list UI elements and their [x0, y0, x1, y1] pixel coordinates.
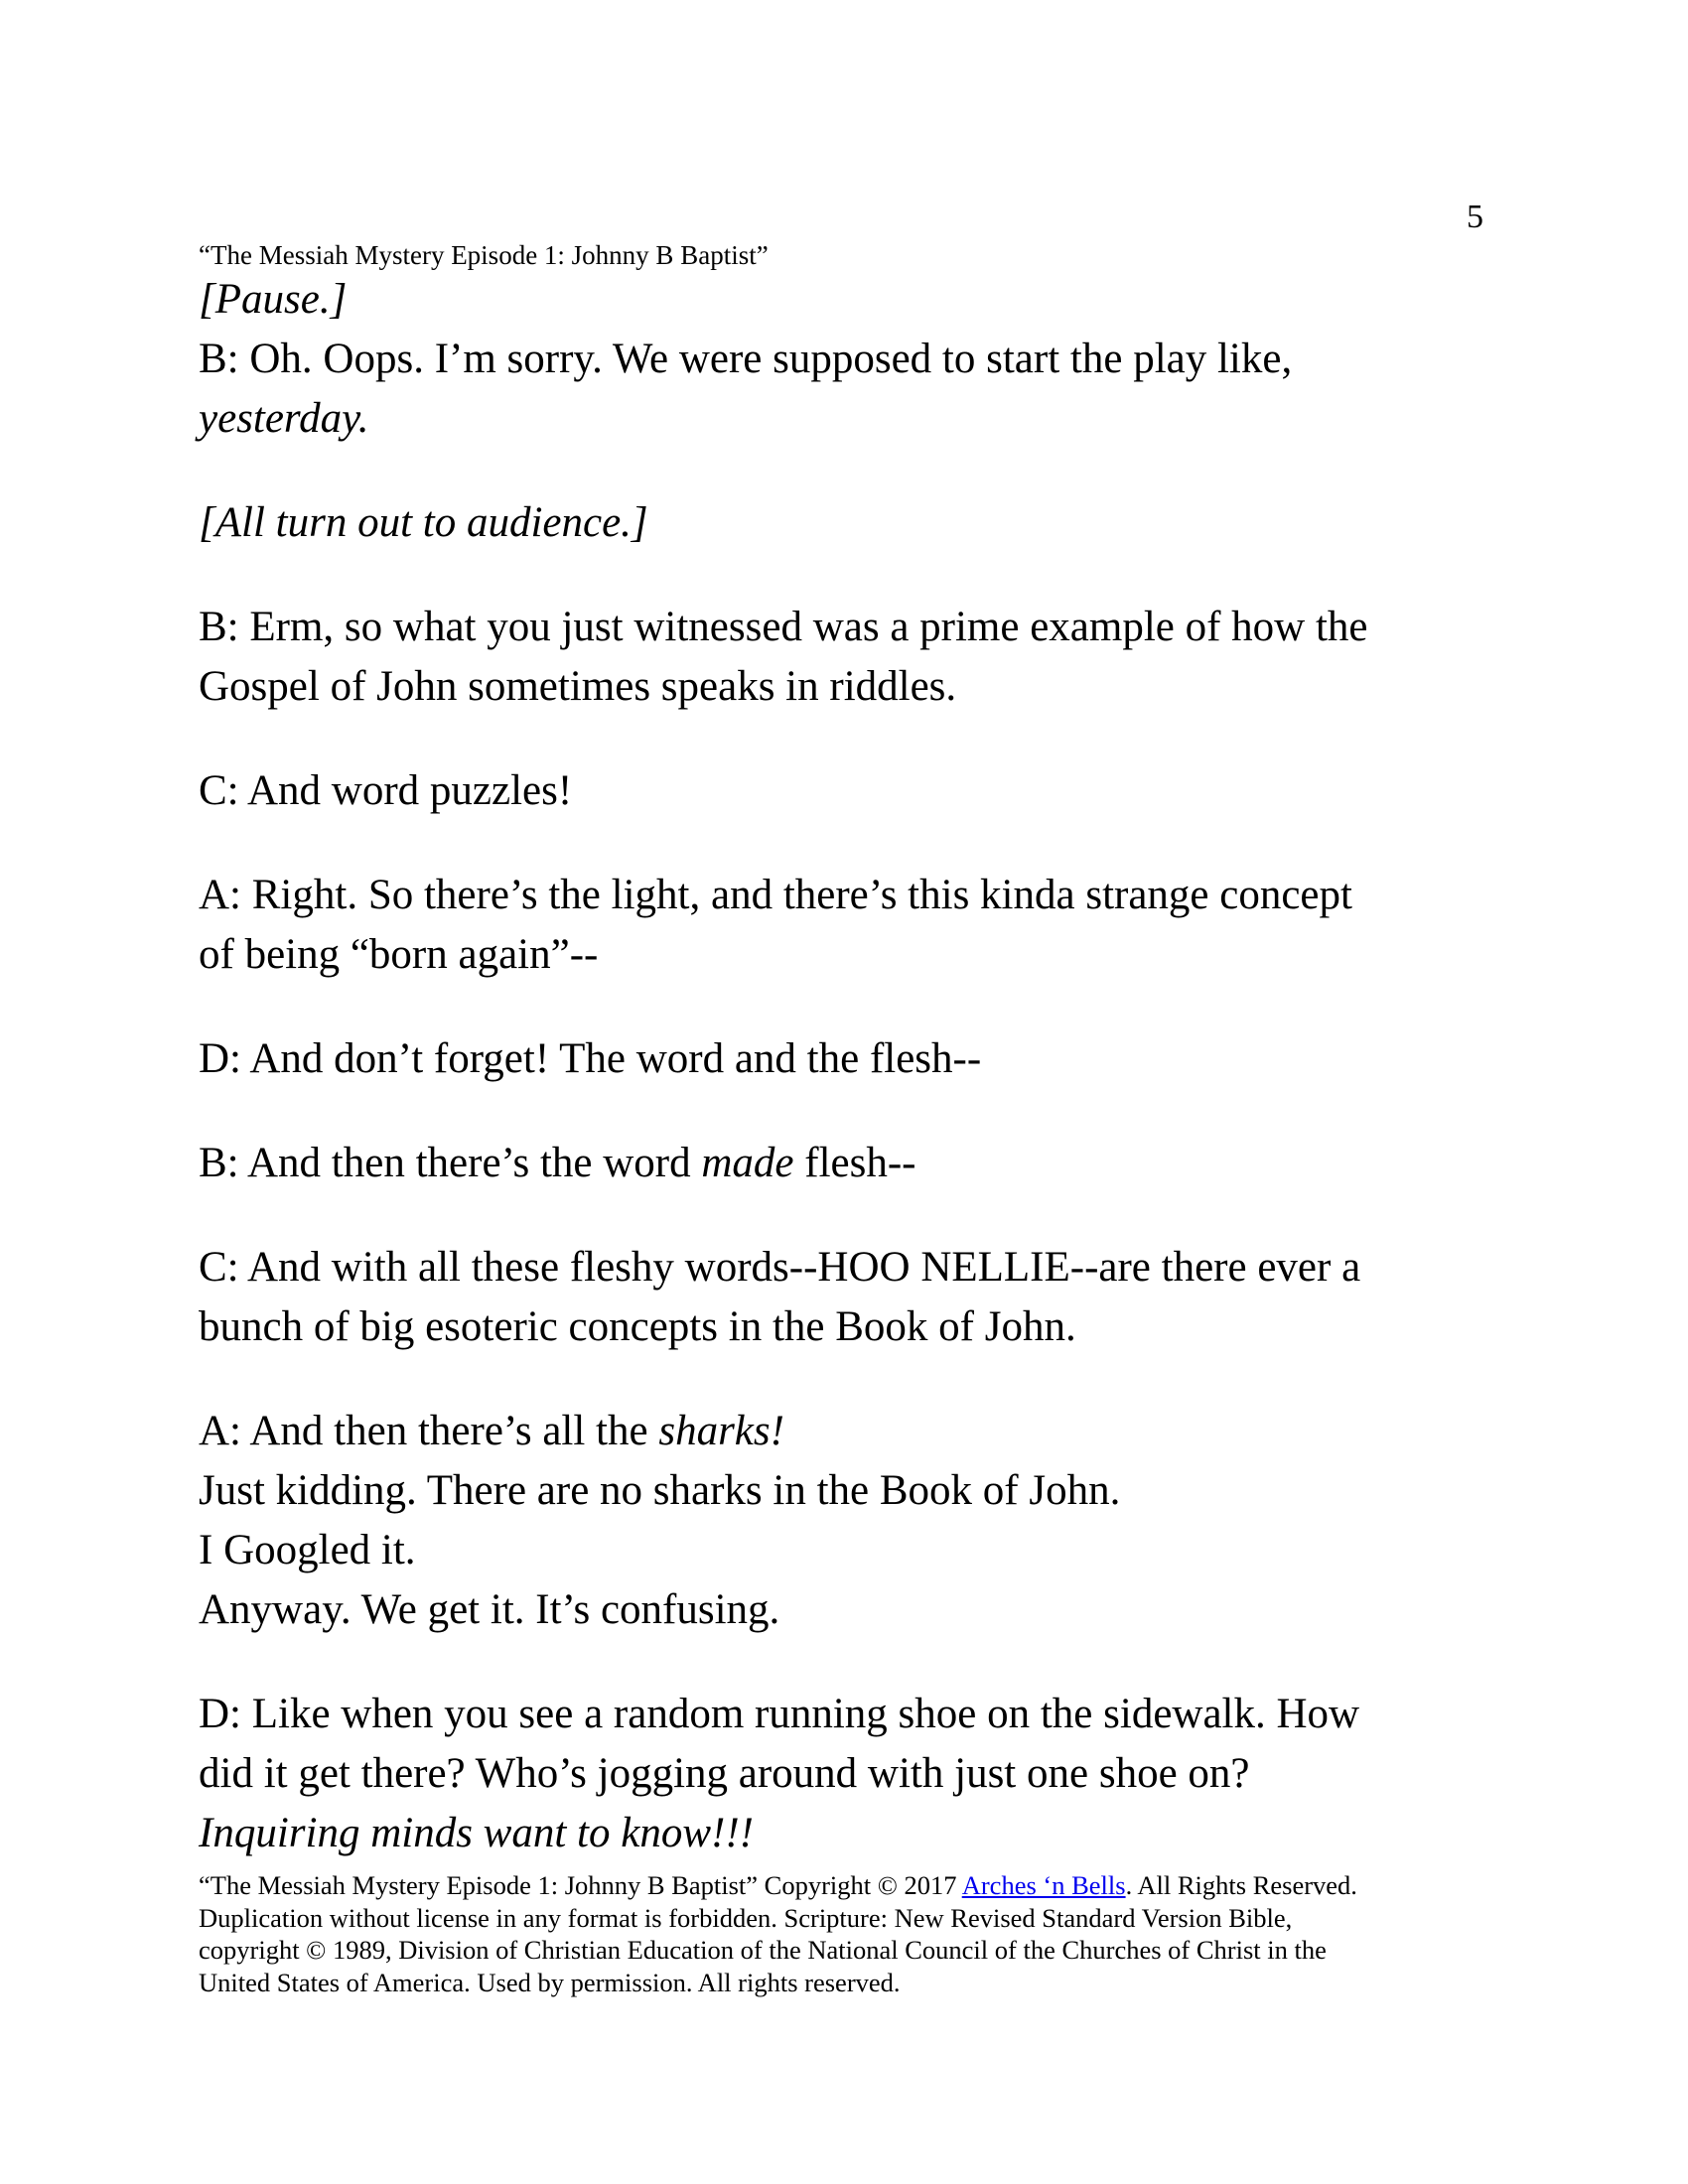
dialogue-d-line: D: And don’t forget! The word and the flesh--: [199, 1035, 982, 1082]
spacer: [199, 553, 1499, 598]
dialogue-c-line: bunch of big esoteric concepts in the Book of John.: [199, 1303, 1076, 1350]
dialogue-a-line: I Googled it.: [199, 1527, 416, 1573]
spacer: [199, 1357, 1499, 1402]
text-run: B: And then there’s the word: [199, 1140, 702, 1186]
script-body: [199, 270, 1499, 1863]
dialogue-b-line: yesterday.: [199, 395, 369, 442]
dialogue-b-line: Gospel of John sometimes speaks in riddles.: [199, 663, 957, 710]
spacer: [199, 1640, 1499, 1685]
dialogue-c-line: C: And word puzzles!: [199, 767, 573, 814]
spacer: [199, 449, 1499, 493]
dialogue-a-line: Just kidding. There are no sharks in the Book of John.: [199, 1467, 1121, 1514]
page-number: 5: [1467, 199, 1483, 235]
emphasis-text: sharks!: [658, 1408, 784, 1454]
dialogue-b-line: B: Erm, so what you just witnessed was a prime example of how the: [199, 604, 1368, 650]
spacer: [199, 717, 1499, 761]
running-header-title: “The Messiah Mystery Episode 1: Johnny B Baptist”: [199, 240, 769, 270]
stage-direction-pause: [Pause.]: [199, 276, 348, 323]
footer-line: [199, 1869, 1499, 1902]
dialogue-b-line: [199, 1134, 1499, 1193]
text-run: “The Messiah Mystery Episode 1: Johnny B Baptist” Copyright © 2017: [199, 1870, 962, 1900]
text-run: flesh--: [793, 1140, 916, 1186]
spacer: [199, 821, 1499, 866]
text-run: . All Rights Reserved.: [1125, 1870, 1357, 1900]
dialogue-a-line: [199, 1402, 1499, 1461]
text-run: A: And then there’s all the: [199, 1408, 659, 1454]
emphasis-text: made: [701, 1140, 794, 1186]
footer-line: United States of America. Used by permission. All rights reserved.: [199, 1967, 901, 1997]
dialogue-a-line: Anyway. We get it. It’s confusing.: [199, 1586, 780, 1633]
dialogue-b-line: B: Oh. Oops. I’m sorry. We were supposed to start the play like,: [199, 336, 1293, 382]
spacer: [199, 1193, 1499, 1238]
spacer: [199, 1089, 1499, 1134]
dialogue-d-line: did it get there? Who’s jogging around with just one shoe on?: [199, 1750, 1250, 1797]
copyright-footer: [199, 1869, 1499, 1998]
dialogue-c-line: C: And with all these fleshy words--HOO NELLIE--are there ever a: [199, 1244, 1361, 1291]
footer-line: Duplication without license in any format is forbidden. Scripture: New Revised Standard Version Bible,: [199, 1902, 1293, 1933]
stage-direction-audience: [All turn out to audience.]: [199, 499, 648, 546]
footer-line: copyright © 1989, Division of Christian Education of the National Council of the Churches of Christ in the: [199, 1935, 1327, 1965]
dialogue-a-line: of being “born again”--: [199, 931, 599, 978]
arches-n-bells-link[interactable]: Arches ‘n Bells: [961, 1870, 1126, 1900]
dialogue-d-line: D: Like when you see a random running shoe on the sidewalk. How: [199, 1691, 1360, 1737]
spacer: [199, 985, 1499, 1029]
dialogue-d-line: Inquiring minds want to know!!!: [199, 1810, 754, 1856]
dialogue-a-line: A: Right. So there’s the light, and there’s this kinda strange concept: [199, 872, 1352, 918]
